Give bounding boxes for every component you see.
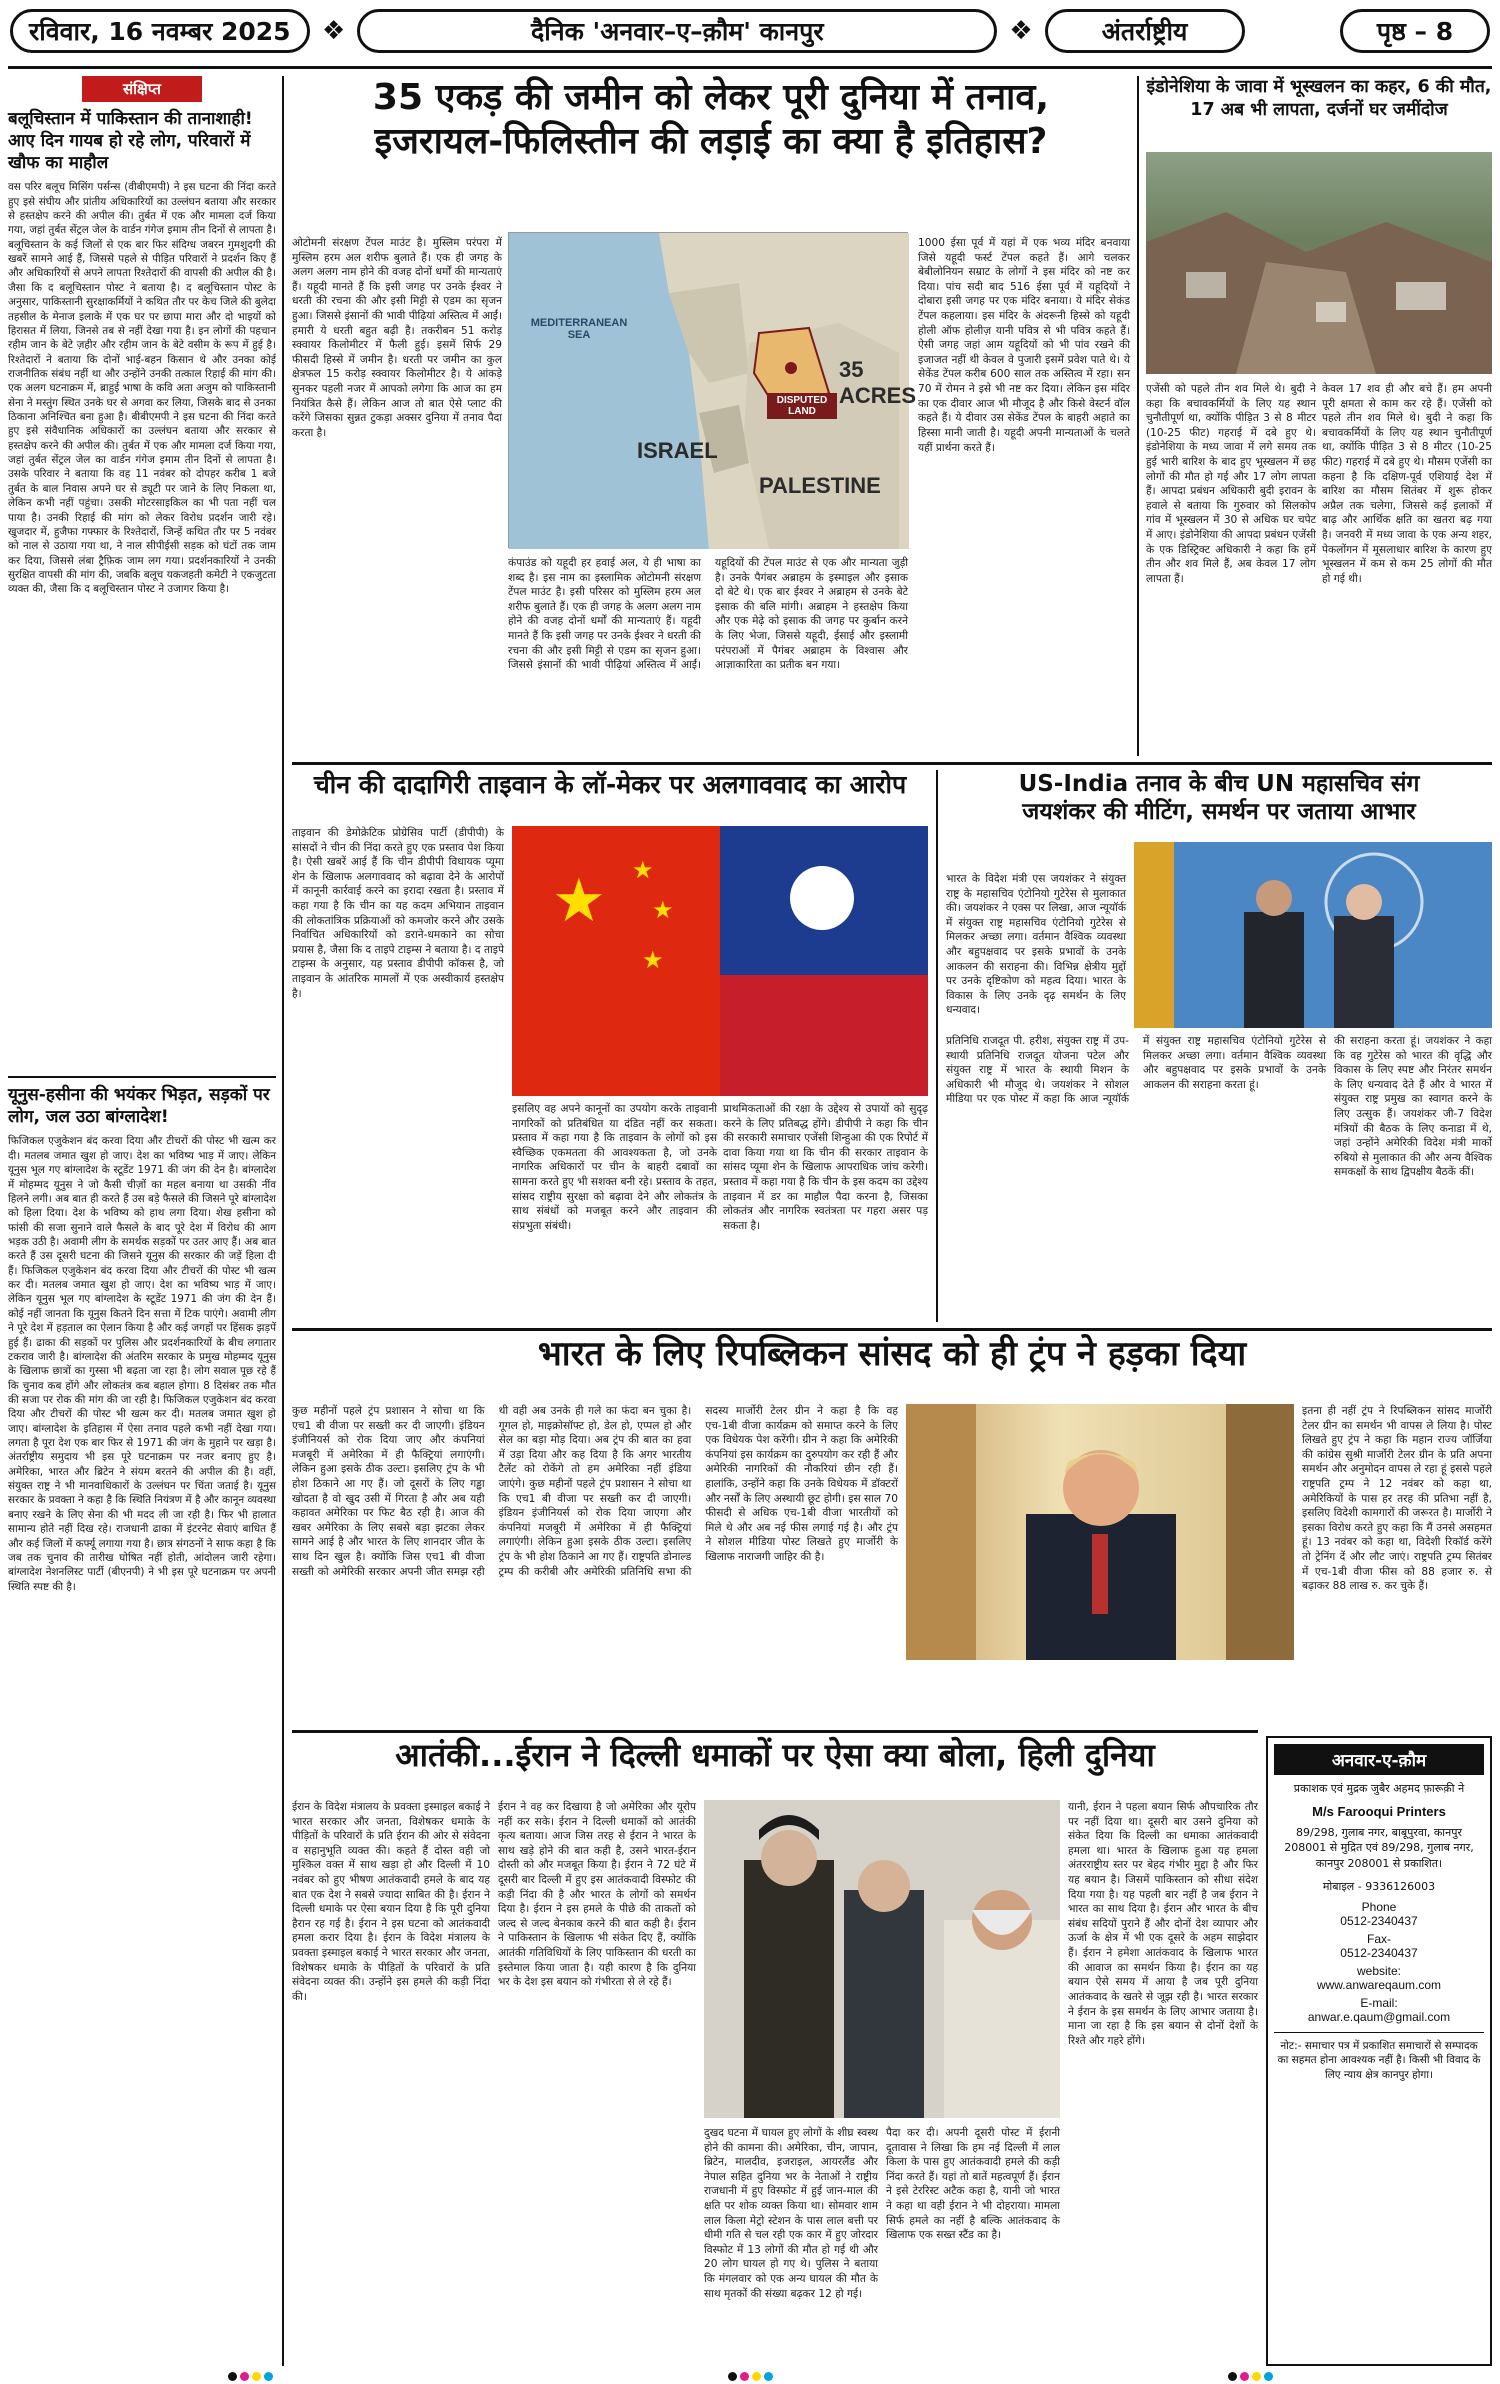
un-meeting-photo [1134, 842, 1492, 1028]
imprint-address: 89/298, गुलाब नगर, बाबूपुरवा, कानपुर 208001 से मुद्रित एवं 89/298, गुलाब नगर, कानपुर 208001 से प्रकाशित। [1284, 1826, 1474, 1870]
imprint-web-label: website: [1356, 1963, 1402, 1978]
imprint-email-label: E-mail: [1360, 1995, 1398, 2010]
sidebar-tag: संक्षिप्त [82, 76, 202, 102]
imprint-divider [1274, 2032, 1484, 2033]
taiwan-flag [720, 826, 928, 1096]
flags-photo [512, 826, 928, 1096]
sidebar-headline-1: बलूचिस्तान में पाकिस्तान की तानाशाही! आए दिन गायब हो रहे लोग, परिवारों में खौफ का माहौल [8, 109, 253, 174]
star-icon: ★ [652, 896, 674, 924]
story6-low2: पैदा कर दी। अपनी दूसरी पोस्ट में ईरानी दूतावास ने लिखा कि हम नई दिल्ली में लाल किला के पास हुए आतंकवादी हमले की कड़ी निंदा करते हैं। यहां तो बातें महत्वपूर्ण हैं। ईरान ने इसे टेररिस्ट अटैक कहा है, यानी जो भारत ने कहा था वही ईरान ने भी दोहराया। मामला सिर्फ हमले का नहीं है बल्कि आतंकवाद के खिलाफ एक सख्त स्टैंड का है। [886, 2127, 1060, 2242]
map-figure [508, 232, 917, 548]
story1-headline-block [292, 76, 1130, 236]
star-icon: ★ [552, 866, 606, 936]
section-name: अंतर्राष्ट्रीय [1101, 17, 1188, 46]
map-label-palestine: PALESTINE [759, 473, 881, 498]
color-dots-icon [728, 2372, 773, 2381]
imprint-title: अनवार-ए-क़ौम [1274, 1744, 1484, 1775]
emblem-icon: ❖ [1009, 16, 1033, 46]
map-label-sea: MEDITERRANEAN SEA [530, 317, 628, 341]
story4-caption2: की सराहना करता हूं। जयशंकर ने कहा कि वह गुटेरेस को भारत की वृद्धि और विकास के लिए स्पष्ट और निरंतर समर्थन के लिए धन्यवाद देते हैं और वे भारत में संयुक्त राष्ट्र प्रमुख का स्वागत करने के लिए उत्सुक हैं। जयशंकर जी-7 विदेश मंत्रियों की बैठक के लिए कनाडा में थे, जहां उन्होंने अमेरिकी विदेश मंत्री मार्को रुबियो से मुलाकात की और अन्य वैश्विक समकक्षों के साथ द्विपक्षीय बैठकें कीं। [1334, 1035, 1492, 1179]
sidebar-headline-2: यूनुस-हसीना की भयंकर भिड़त, सड़कों पर लोग, जल उठा बांग्लादेश! [8, 1085, 270, 1128]
landslide-photo-shapes [1146, 152, 1492, 374]
story5-side: इतना ही नहीं ट्रंप ने रिपब्लिकन सांसद मार्जोरी टेलर ग्रीन का समर्थन भी वापस ले लिया है। पोस्ट लिखते हुए ट्रंप ने कहा कि महान राज्य जॉर्जिया की कांग्रेस सुश्री मार्जोरी टेलर ग्रीन के प्रति अपना समर्थन और अनुमोदन वापस ले रहा हूं इससे पहले राष्ट्रपति ट्रम्प ने 12 नवंबर को कहा था, अमेरिकियों के पास हर तरह की प्रतिभा नहीं है, इसलिए विदेशी कामगारों की जरूरत है। मार्जोरी ने इसका विरोध करते हुए कहा कि मैं उनसे असहमत हूं। 13 नवंबर को कहा था, विदेशी रिकॉर्ड करेंगे तो ट्रेनिंग दें और लौट जाएं। राष्ट्रपति ट्रम्प सितंबर में एच-1बी वीजा फीस को 88 हजार रु. से बढ़ाकर 88 लाख रु. कर चुके हैं। [1302, 1405, 1492, 1593]
map-label-israel: ISRAEL [637, 438, 718, 463]
sidebar-rule [282, 76, 284, 2366]
story6-headline: आतंकी...ईरान ने दिल्ली धमाकों पर ऐसा क्या बोला, हिली दुनिया [395, 1736, 1155, 1774]
story6-col4: यानी, ईरान ने पहला बयान सिर्फ औपचारिक तौर पर नहीं दिया था। दूसरी बार उसने दुनिया को संकेत दिया कि दिल्ली का धमाका आतंकवादी हमला था। भारत के खिलाफ हुआ यह हमला अंतरराष्ट्रीय स्तर पर बेहद गंभीर मुद्दा है और फिर यह बयान है। जिसमें पाकिस्तान को सीधा संदेश दिया गया है। यह पहली बार नहीं है जब ईरान ने भारत का साथ दिया है। ईरान और भारत के बीच संबंध सदियों पुराने हैं और दोनों देश व्यापार और ऊर्जा के क्षेत्र में भी एक दूसरे के अहम साझेदार हैं। ईरान ने हमेशा आतंकवाद के खिलाफ भारत की आवाज का समर्थन किया है। ईरान का यह बयान ऐसे समय में आया है जब पूरी दुनिया आतंकवाद के खतरे से जूझ रही है। भारत सरकार ने ईरान के इस समर्थन के लिए आभार जताया है। माना जा रहा है कि इस बयान से दोनों देशों के रिश्ते और गहरे होंगे। [1068, 1801, 1258, 2047]
story2-col-b: केवल 17 शव ही और बचे हैं। हम अपनी पूरी क्षमता से काम कर रहे हैं। एजेंसी को पहले तीन शव मिले थे। बुदी ने कहा कि बचावकर्मियों के लिए यह स्थान चुनौतीपूर्ण था, क्योंकि पीड़ित 3 से 8 मीटर (10-25 फीट) गहराई में दबे हुए थे। मौसम एजेंसी का कहना है कि दक्षिण-पूर्व एशियाई देश में बारिश का मौसम सितंबर में शुरू होकर अप्रैल तक चलेगा, जिससे कई इलाकों में बाढ़ और आर्थिक क्षति का खतरा बढ़ गया है। जनवरी में मध्य जावा के एक अन्य शहर, पेकलोंगन में मूसलाधार बारिश के कारण हुए भूस्खलन में कम से कम 25 लोगों की मौत हो गई थी। [1322, 383, 1492, 585]
story4-caption: प्रतिनिधि राजदूत पी. हरीश, संयुक्त राष्ट्र में उप-स्थायी प्रतिनिधि राजदूत योजना पटेल और संयुक्त राष्ट्र में भारत के स्थायी मिशन के अधिकारी भी मौजूद थे। जयशंकर ने सोशल मीडिया पर एक पोस्ट में कहा कि आज न्यूयॉर्क में संयुक्त राष्ट्र महासचिव एंटोनियो गुटेरेस से मिलकर अच्छा लगा। वर्तमान वैश्विक व्यवस्था और बहुपक्षवाद पर इसके प्रभावों के उनके आकलन की सराहना करता हूं। [946, 1035, 1326, 1106]
story1-col-right: 1000 ईसा पूर्व में यहां में एक भव्य मंदिर बनवाया जिसे यहूदी फर्स्ट टेंपल कहते हैं। आगे चलकर बेबीलोनियन सम्राट के लोगों ने इस मंदिर को नष्ट कर दिया। पांच सदी बाद 516 ईसा पूर्व में यहूदियों ने दोबारा इसी जगह पर एक मंदिर बनाया। ये मंदिर सेकंड टेंपल कहलाया। इस मंदिर के अंदरूनी हिस्से को यहूदी होली ऑफ होलीज़ यानी पवित्र से भी पवित्र कहते हैं। ऐसी जगह जहां आम यहूदियों को भी पांव रखने की इजाजत नहीं थी केवल वे पुजारी इसमें प्रवेश पाते थे। ये सेकेंड टेंपल करीब 600 साल तक अस्तित्व में रहा। सन 70 में रोमन ने इसे भी नष्ट कर दिया। लेकिन इस मंदिर का एक दीवार आज भी मौजूद है और किसे वेस्टर्न वॉल कहते हैं। ये दीवार उस सेकेंड टेंपल के बाहरी अहाते का हिस्सा मानी जाती है। यहूदी अपनी मान्यताओं के चलते यहीं प्रार्थना करते हैं। [918, 237, 1130, 454]
story3-col-b2: प्राथमिकताओं की रक्षा के उद्देश्य से उपायों को सुदृढ़ करने के लिए प्रतिबद्ध होंगे। डीपीपी ने कहा कि चीन की सरकारी समाचार एजेंसी शिन्हुआ की एक रिपोर्ट में दावा किया गया था कि चीन की सरकार ताइवान के सांसद प्यूमा शेन के खिलाफ आपराधिक जांच करेगी। प्रस्ताव में कहा गया है कि चीन के इस कदम का उद्देश्य ताइवान में डर का माहौल पैदा करना है, जिसका लोकतंत्र और नागरिक स्वतंत्रता पर गहरा असर पड़ सकता है। [723, 1103, 928, 1232]
story4-headline-line1: US-India तनाव के बीच UN महासचिव संग [1018, 771, 1420, 797]
color-dots-icon [228, 2372, 273, 2381]
story1-col-left: ओटोमनी संरक्षण टेंपल माउंट है। मुस्लिम परंपरा में मुस्लिम हरम अल शरीफ बुलाते हैं। एक ही जगह के अलग अलग नाम होने की वजह दोनों धर्मों की मान्यताएं हैं। यहूदी मानते हैं कि इसी जगह पर उनके ईश्वर ने धरती की रचना की और इसी मिट्टी से एडम का सृजन हुआ। जिससे इंसानों की भावी पीढ़ियां अस्तित्व में आईं। हमारी ये धरती बहुत बढ़ी है। तकरीबन 51 करोड़ स्क्वायर किलोमीटर में फैली हुई। इसमें सिर्फ 29 फीसदी हिस्से में जमीन है। धरती पर जमीन का कुल क्षेत्रफल 15 करोड़ स्क्वायर किलोमीटर है। ये आंकड़े सुनकर पहली नजर में आपको लगेगा कि आज का हम नियंत्रित कैसे हैं। लेकिन आज तो बात ऐसे प्लाट की करेंगे जिसका सुन्नत टुकड़ा अक्सर दुनिया में तनाव पैदा करता है। [292, 237, 502, 439]
page-number: पृष्ठ – 8 [1376, 17, 1454, 46]
story5-cols: कुछ महीनों पहले ट्रंप प्रशासन ने सोचा था कि एच1 बी वीजा पर सख्ती कर दी जाएगी। इंडियन इंजीनियर्स को रोक दिया जाए और कंपनियां मजबूरी में अमेरिका में ही फैक्ट्रियां लगाएंगी। लेकिन हुआ इसके ठीक उल्टा। इसलिए ट्रंप के भी होश ठिकाने आ गए हैं। जो दूसरों के लिए गड्ढा खोदता है वो खुद उसी में गिरता है और अब यही कहावत अमेरिका पर फिट बैठ रही है। आज की खबर अमेरिका के लिए सबसे बड़ा झटका लेकर सामने आई है और भारत के लिए शानदार जीत के साथ दिन खुल है। क्योंकि जिस एच1 बी वीजा सख्ती को अमेरिकी सरकार अपनी जीत समझ रही थी वही अब उनके ही गले का फंदा बन चुका है। गूगल हो, माइक्रोसॉफ्ट हो, डेल हो, एप्पल हो और सेल का बड़ा मोड़ दिया। अब ट्रंप की बात का हवा में उड़ा दिया और कह दिया है कि अगर भारतीय टैलेंट को रोकेंगे तो हम अमेरिका नहीं इंडिया जाएंगे। कुछ महीनों पहले ट्रंप प्रशासन ने सोचा था कि एच1 बी वीजा पर सख्ती कर दी जाएगी। इंडियन इंजीनियर्स को रोक दिया जाएगा और कंपनियां मजबूरी में अमेरिका में ही फैक्ट्रियां लगाएंगी। लेकिन हुआ इसके ठीक उल्टा। इसलिए ट्रंप के भी होश ठिकाने आ गए हैं। राष्ट्रपति डोनाल्ड ट्रम्प की करीबी और अमेरिकी प्रतिनिधि सभा की सदस्य मार्जोरी टेलर ग्रीन ने कहा है कि वह एच-1बी वीजा कार्यक्रम को समाप्त करने के लिए एक विधेयक पेश करेंगी। ग्रीन ने कहा कि अमेरिकी कंपनियां इस कार्यक्रम का दुरुपयोग कर रही हैं और अमेरिकी नागरिकों की नौकरियां छीन रही हैं। हालांकि, उन्होंने कहा कि उनके विधेयक में डॉक्टरों और नर्सों के लिए अस्थायी छूट होगी। इस साल 70 फीसदी से अधिक एच-1बी वीजा भारतीयों को मिले थे और अब नई फीस लगाई गई है। और ट्रंप ने सोशल मीडिया पोस्ट लिखते हुए मार्जोरी के खिलाफ नाराजगी जाहिर की है। [292, 1405, 898, 1578]
emblem-icon: ❖ [322, 16, 346, 46]
imprint-press: M/s Farooqui Printers [1312, 1804, 1446, 1820]
story4-col-top: भारत के विदेश मंत्री एस जयशंकर ने संयुक्त राष्ट्र के महासचिव एंटोनियो गुटेरेस से मुलाकात की। जयशंकर ने एक्स पर लिखा, आज न्यूयॉर्क में संयुक्त राष्ट्र महासचिव एंटोनियो गुटेरेस से मिलकर अच्छा लगा। वर्तमान वैश्विक व्यवस्था और बहुपक्षवाद पर इसके प्रभावों के उनके आकलन की सराहना की। विभिन्न क्षेत्रीय मुद्दों पर उनके दृष्टिकोण को महत्व दिया। भारत के विकास के लिए उनके दृढ़ समर्थन के लिए धन्यवाद। [946, 873, 1126, 1017]
trump-photo [906, 1404, 1294, 1660]
imprint-phone-label: Phone [1361, 1899, 1397, 1914]
china-flag [512, 826, 720, 1096]
landslide-photo [1146, 152, 1492, 374]
map-label-disputed: DISPUTED LAND [767, 393, 837, 419]
mid-rule-1 [292, 762, 1492, 765]
sidebar-body-2: फिजिकल एजुकेशन बंद करवा दिया और टीचरों की पोस्ट भी खत्म कर दी। मतलब जमात खुश हो जाए। देश का भविष्य भाड़ में जाए। लेकिन यूनुस भूल गए बांग्लादेश के स्टूडेंट 1971 की जंग की देन है। बांग्लादेश में मोहम्मद यूनुस ने जो कैसी चीज़ों का महल बनाया था उसकी नींव हिलने लगी। अब बात ही करते हैं उस बड़े फैसले की जिसने पूरे बांग्लादेश को हिला दिया। देश के भविष्य को हाथ लगा दिया। शेख हसीना को फांसी की सजा सुनाने वाले फैसले के बाद पूरे देश में विरोध की आग भड़क उठी है। अवामी लीग के समर्थक सड़कों पर उतर आए हैं। अब बात करते हैं उस दूसरी घटना की जिसने यूनुस की सरकार की जड़ें हिला दी हैं। फिजिकल एजुकेशन बंद करवा दिया और टीचरों की पोस्ट भी खत्म कर दी। मतलब जमात खुश हो जाए। देश का भविष्य भाड़ में जाए। लेकिन यूनुस भूल गए बांग्लादेश के स्टूडेंट 1971 की जंग की देन हैं। कोई नहीं जानता कि यूनुस कितने दिन सत्ता में टिक पाएंगे। अवामी लीग ने पूरे देश में हड़ताल का ऐलान किया है और कई जगहों पर हिंसक झड़पें हुई हैं। ढाका की सड़कों पर पुलिस और प्रदर्शनकारियों के बीच लगातार टकराव जारी है। बांग्लादेश की अंतरिम सरकार के प्रमुख मोहम्मद यूनुस के खिलाफ छात्रों का गुस्सा भी बढ़ता जा रहा है। लोग सवाल पूछ रहे हैं कि चुनाव कब होंगे और लोकतंत्र कब बहाल होगा। 8 दिसंबर तक मौत की सजा पर रोक की मांग की जा रही है। फिजिकल एजुकेशन बंद करवा दिया और टीचरों की पोस्ट भी खत्म कर दी। मतलब जमात खुश हो जाए। बांग्लादेश के इतिहास में ऐसा तनाव पहले कभी नहीं देखा गया। लगता है पूरा देश एक बार फिर से 1971 की जंग के मुहाने पर खड़ा है। अंतर्राष्ट्रीय समुदाय भी इस पूरे घटनाक्रम पर नजर बनाए हुए है। अमेरिका, भारत और ब्रिटेन ने संयम बरतने की अपील की है। वहीं, संयुक्त राष्ट्र ने भी मानवाधिकारों के उल्लंघन पर चिंता जताई है। यूनुस सरकार के प्रवक्ता ने कहा है कि स्थिति नियंत्रण में है और कानून व्यवस्था बनाए रखने के लिए सेना की भी मदद ली जा रही है। फिर भी हालात सामान्य होते नहीं दिख रहे। राजधानी ढाका में इंटरनेट सेवाएं बाधित हैं और कई जिलों में कर्फ्यू लगाया गया है। छात्र संगठनों ने साफ कहा है कि जब तक चुनाव की तारीख घोषित नहीं होती, आंदोलन जारी रहेगा। बांग्लादेश नेशनलिस्ट पार्टी (बीएनपी) ने भी इस पूरे घटनाक्रम पर अपनी स्थिति स्पष्ट की है। [8, 1135, 276, 1593]
imprint-fax: 0512-2340437 [1340, 1945, 1418, 1960]
story6-col2: ईरान ने वह कर दिखाया है जो अमेरिका और यूरोप नहीं कर सके। ईरान ने दिल्ली धमाकों को आतंकी कृत्य बताया। आज जिस तरह से ईरान ने भारत के साथ खड़े होने की बात कही है, उसने भारत-ईरान दोस्ती को और मजबूत किया है। ईरान ने 72 घंटे में दूसरी बार दिल्ली में हुए इस आतंकवादी विस्फोट की कड़ी निंदा की है और भारत के लोगों को समर्थन दिया है। ईरान ने इस हमले के पीछे की ताकतों को जल्द से जल्द बेनकाब करने की बात कही है। ईरान ने पाकिस्तान के खिलाफ भी संकेत दिए हैं, क्योंकि आतंकी गतिविधियों के लिए पाकिस्तान की धरती का इस्तेमाल किया जाता है। यही कारण है कि दुनिया भर के देश इस बयान को गंभीरता से ले रहे हैं। [498, 1801, 696, 1989]
story1-rule [1137, 76, 1139, 756]
story2-headline: इंडोनेशिया के जावा में भूस्खलन का कहर, 6 की मौत, 17 अब भी लापता, दर्जनों घर जमींदोज [1146, 77, 1492, 120]
imprint-fax-label: Fax- [1367, 1931, 1391, 1946]
imprint-phone: 0512-2340437 [1340, 1913, 1418, 1928]
date: रविवार, 16 नवम्बर 2025 [29, 17, 291, 46]
sidebar [8, 76, 276, 2366]
story2-col-a: एजेंसी को पहले तीन शव मिले थे। बुदी ने कहा कि बचावकर्मियों के लिए यह स्थान चुनौतीपूर्ण था, क्योंकि पीड़ित 3 से 8 मीटर (10-25 फीट) गहराई में दबे हुए थे। इंडोनेशिया के मध्य जावा में लगे समय तक हुई भारी बारिश के बाद हुए भूस्खलन में छह लोगों की मौत हो गई और 17 लोग लापता हैं। आपदा प्रबंधन अधिकारी बुदी इरावन के हवाले से बताया कि गुरुवार को सिलकोप गांव में भूस्खलन में 30 से अधिक घर चपेट में आए। इंडोनेशिया की आपदा प्रबंधन एजेंसी के एक डिस्ट्रिक्ट अधिकारी ने कहा कि हमें तीन और शव मिले हैं, अब केवल 17 लोग लापता हैं। [1146, 383, 1316, 585]
story3-col-top: ताइवान की डेमोक्रेटिक प्रोग्रेसिव पार्टी (डीपीपी) के सांसदों ने चीन की निंदा करते हुए एक प्रस्ताव पेश किया है। ऐसी खबरें आई हैं कि चीन डीपीपी विधायक प्यूमा शेन के खिलाफ अलगाववाद को बढ़ावा देने के आरोपों में कानूनी कार्रवाई करने का इरादा रखता है। प्रस्ताव में कहा गया है कि चीन का यह कदम अभियान ताइवान की लोकतांत्रिक प्रक्रियाओं को कमजोर करने और उसके निर्वाचित अधिकारियों को डराने-धमकाने का सोचा प्रयास है, जैसा कि द ताइपे टाइम्स ने बताया है। द ताइपे टाइम्स के अनुसार, यह प्रस्ताव डीपीपी कॉकस है, जो ताइवान के आंतरिक मामलों में एक अस्वीकार्य हस्तक्षेप है। [292, 827, 504, 1000]
imprint-box [1266, 1736, 1492, 2366]
story6-low1: दुखद घटना में घायल हुए लोगों के शीघ्र स्वस्थ होने की कामना की। अमेरिका, चीन, जापान, ब्रिटेन, मालदीव, इजराइल, आयरलैंड और नेपाल सहित दुनिया भर के नेताओं ने राष्ट्रीय राजधानी में हुए विस्फोट में हुई जान-माल की क्षति पर शोक व्यक्त किया था। सोमवार शाम लाल किला मेट्रो स्टेशन के पास लाल बत्ती पर धीमी गति से चल रही एक कार में हुए जोरदार विस्फोट में 13 लोगों की मौत हो गई थी और 20 लोग घायल हो गए थे। पुलिस ने बताया कि मंगलवार को एक अन्य घायल की मौत के साथ मृतकों की संख्या बढ़कर 12 हो गई। [704, 2127, 878, 2300]
story3-rule [936, 770, 938, 1322]
masthead [0, 0, 1500, 62]
paper-pill [357, 9, 997, 53]
map-label-acres: 35 ACRES [839, 357, 917, 408]
imprint-mobile: मोबाइल - 9336126003 [1322, 1879, 1436, 1893]
header-rule [8, 66, 1492, 69]
sidebar-divider [8, 1076, 276, 1078]
story3-col-b1: इसलिए वह अपने कानूनों का उपयोग करके ताइवानी नागरिकों को प्रतिबंधित या दंडित नहीं कर सकता। प्रस्ताव में कहा गया है कि ताइवान के लोगों को इस स्वैच्छिक एकमतता की आवश्यकता है, जो उनके नागरिक अधिकारों पर चीन के बाहरी दबावों का सामना करते हुए भी सशक्त बनी रहे। प्रस्ताव के तहत, सांसद राष्ट्रीय सुरक्षा को बढ़ावा देने और लोकतंत्र के साथ संबंधों को मजबूत करने और ताइवान की संप्रभुता संबंधी। [512, 1103, 717, 1232]
story4-headline-line2: जयशंकर की मीटिंग, समर्थन पर जताया आभार [1022, 799, 1416, 826]
color-dots-icon [1228, 2372, 1273, 2381]
imprint-editor: प्रकाशक एवं मुद्रक जुबैर अहमद फ़ारूक़ी ने [1293, 1782, 1465, 1795]
mid-rule-3 [292, 1730, 1258, 1733]
paper-name: दैनिक 'अनवार–ए–क़ौम' कानपुर [531, 17, 824, 46]
story5-headline: भारत के लिए रिपब्लिकन सांसद को ही ट्रंप ने हड़का दिया [537, 1334, 1247, 1374]
story3-headline: चीन की दादागिरी ताइवान के लॉ-मेकर पर अलगाववाद का आरोप [313, 770, 907, 799]
imprint-web[interactable]: www.anwareqaum.com [1316, 1977, 1442, 1992]
iran-leaders-photo-shapes [704, 1800, 1060, 2118]
trump-photo-shapes [906, 1404, 1294, 1660]
section-pill [1045, 9, 1245, 53]
star-icon: ★ [632, 856, 654, 884]
story1-headline-line2: इजरायल-फिलिस्तीन की लड़ाई का क्या है इतिहास? [374, 120, 1048, 162]
story1-col-mid: कंपाउंड को यहूदी हर हवाई अल, ये ही भाषा का शब्द है। इस नाम का इस्लामिक ओटोमनी संरक्षण टेंपल माउंट है। इसी परिसर को मुस्लिम हरम अल शरीफ बुलाते हैं। एक ही जगह के अलग अलग नाम होने की वजह दोनों धर्मों की मान्यताएं हैं। यहूदी मानते हैं कि इसी जगह पर उनके ईश्वर ने धरती की रचना की और इसी मिट्टी से एडम का सृजन हुआ। जिससे इंसानों की भावी पीढ़ियां अस्तित्व में आईं। यहूदियों की टेंपल माउंट से एक और मान्यता जुड़ी है। उनके पैगंबर अब्राहम के इस्माइल और इसाक दो बेटे थे। एक बार ईश्वर ने अब्राहम से उनके बेटे इसाक की बलि मांगी। अब्राहम ने हस्तक्षेप किया और एक मेढ़े को इसाक की जगह पर कुर्बान करने के लिए भेजा, जिससे यहूदी, ईसाई और इस्लामी परंपराओं में पैगंबर अब्राहम के विश्वास और आज्ञाकारिता का प्रतीक बन गया। [508, 557, 908, 672]
mid-rule-2 [292, 1328, 1492, 1331]
un-meeting-photo-shapes [1134, 842, 1492, 1028]
star-icon: ★ [642, 946, 664, 974]
date-pill [10, 9, 310, 53]
page-pill [1340, 9, 1490, 53]
story6-col1: ईरान के विदेश मंत्रालय के प्रवक्ता इस्माइल बकाई ने भारत सरकार और जनता, विशेषकर धमाके के पीड़ितों के परिवारों के प्रति ईरान की ओर से संवेदना व सहानुभूति व्यक्त की। कहते हैं दोस्त वही जो मुश्किल वक्त में साथ खड़ा हो और दिल्ली में 10 नवंबर को हुए भीषण आतंकवादी हमले के बाद यह बात एक देश ने सबसे ज्यादा साबित की है। ईरान ने दिल्ली धमाके पर ऐसा बयान दिया है कि पूरी दुनिया हैरान रह गई है। ईरान ने इस घटना को आतंकवादी हमला करार दिया है। ईरान के विदेश मंत्रालय के प्रवक्ता इस्माइल बकाई ने भारत सरकार और जनता, विशेषकर धमाके के पीड़ितों के परिवारों के प्रति संवेदना व्यक्त की। उन्होंने इस हमले की कड़ी निंदा की। [292, 1801, 490, 2003]
sidebar-body-1: वस परिर बलूच मिसिंग पर्सन्स (वीबीएमपी) ने इस घटना की निंदा करते हुए इसे संघीय और प्रांतीय अधिकारियों का उल्लंघन बताया और सरकार से हस्तक्षेप करने की अपील की। तुर्बत में एक और मामला दर्ज किया गया, जहां तुर्बत सेंट्रल जेल के वार्डन गंगेज इमाम तीन दिनों से लापता है। बलूचिस्तान के कई जिलों से एक बार फिर संदिग्ध जबरन गुमशुदगी की खबरें सामने आई हैं, जिससे पहले से पीड़ित परिवारों ने प्रदर्शन किए हैं और अधिकारियों से अपने लापता रिश्तेदारों की वापसी की अपील की है। जैसा कि द बलूचिस्तान पोस्ट ने बताया है। द बलूचिस्तान पोस्ट के अनुसार, पाकिस्तानी सुरक्षाकर्मियों ने कथित तौर पर केच जिले की बुलेदा तहसील के मेनाज इलाके में एक घर पर छापा मारा और दो भाइयों को हिरासत में लिया, जिनसे तब से नहीं देखा गया है। इन लोगों की पहचान रहीम जान के बेटे ज़हीर और रहीम जान के बेटे वसीम के रूप में हुई है। रिश्तेदारों ने बताया कि दोनों भाई-बहन किसान थे और उनका कोई राजनीतिक संबंध नहीं था और उन्होंने उनकी तत्काल रिहाई की मांग की। एक अलग घटनाक्रम में, ब्राहुई भाषा के कवि अता अजुम को पाकिस्तानी सेना ने मस्तुंग स्थित उनके घर से अगवा कर लिया, जिसके बाद से उनका ठिकाना अनिश्चित बना हुआ है। बीबीएमपी ने इस घटना की निंदा करते हुए इसे संवैधानिक अधिकारों का उल्लंघन बताया और सरकार से हस्तक्षेप करने की अपील की। तुर्बत में एक और मामला दर्ज किया गया, जहां तुर्बत सेंट्रल जेल का वार्डन गंगेज इमाम तीन दिनों से लापता है। उसके परिवार ने बताया कि वह 11 नवंबर को दोपहर करीब 1 बजे तुर्बत के बाल निवास अपने घर से ड्यूटी पर जाने के लिए निकला था, लेकिन कभी नहीं पहुंचा। उसकी मोटरसाइकिल का भी पता नहीं चल पाया है। उनकी रिहाई की मांग को लेकर विरोध प्रदर्शन जारी रहे। खुजदार में, हुजैफा गफ्फार के रिश्तेदारों, जिन्हें कथित तौर पर 5 नवंबर को नाल से उठाया गया था, ने नाल सीपीईसी सड़क को घंटों तक जाम कर दिया, जिससे लंबा ट्रैफ़िक जाम लग गया। प्रदर्शनकारियों ने उनकी सुरक्षित वापसी की मांग की, जबकि बलूच यकजहती कमेटी ने एकजुटता व्यक्त की, जैसा कि द बलूचिस्तान पोस्ट ने उजागर किया है। [8, 181, 276, 596]
imprint-email[interactable]: anwar.e.qaum@gmail.com [1307, 2009, 1451, 2024]
trump-photo-caption-spacer [906, 1664, 1294, 1724]
imprint-note: नोट:- समाचार पत्र में प्रकाशित समाचारों से सम्पादक का सहमत होना आवश्यक नहीं है। किसी भी विवाद के लिए न्याय क्षेत्र कानपुर होगा। [1277, 2039, 1481, 2081]
story1-headline-line1: 35 एकड़ की जमीन को लेकर पूरी दुनिया में तनाव, [372, 77, 1050, 118]
sun-icon [790, 866, 854, 930]
print-registration-strip [0, 2368, 1500, 2384]
iran-leaders-photo [704, 1800, 1060, 2118]
